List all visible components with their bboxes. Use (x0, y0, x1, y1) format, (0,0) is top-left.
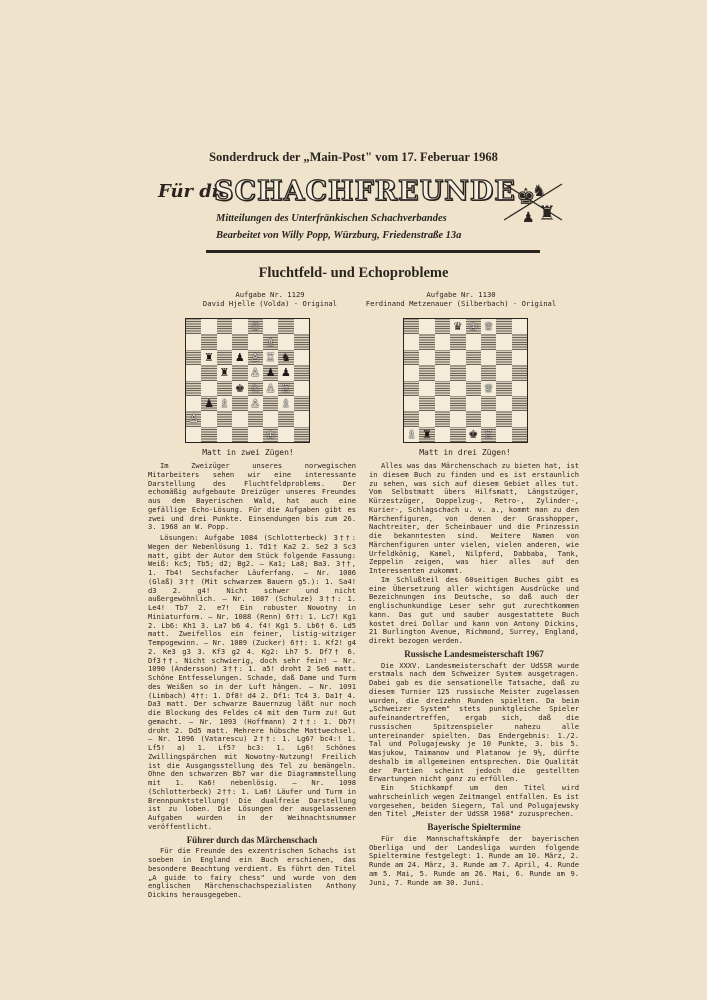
square-f5 (481, 365, 496, 380)
square-e2 (248, 411, 263, 426)
square-c8 (435, 319, 450, 334)
problem-2-author: Ferdinand Metzenauer (Silberbach) - Original (365, 299, 557, 308)
square-b6 (419, 350, 434, 365)
square-b3 (201, 396, 216, 411)
square-g5 (278, 365, 293, 380)
square-f2 (481, 411, 496, 426)
square-a6 (404, 350, 419, 365)
square-d2 (450, 411, 465, 426)
chess-piece-f5: ♟ (265, 366, 276, 380)
chess-pieces-logo-icon (502, 174, 564, 226)
fairy-chess-paragraph: Für die Freunde des exzentrischen Schachs ist soeben in England ein Buch erschienen, das besondere Beachtung verdient. Es führt den Titel „A guide to fairy chess" und wurde von dem englischen Märchenschachspezialisten Anthony Dickins herausgegeben. (148, 846, 356, 899)
chess-piece-d4: ♚ (234, 381, 245, 395)
chess-piece-e6: ♙ (250, 350, 261, 364)
square-b7 (201, 334, 216, 349)
square-c1 (435, 427, 450, 442)
fairy-book-paragraph: Alles was das Märchenschach zu bieten hat, ist in diesem Buch zu finden und es ist erstaunlich zu sehen, was sich auf diesem Gebiet alles tut. Vom Selbstmatt übers Hilfsmatt, Längstzüger, Kürzestzüger, Doppelzug-, Retro-, Zylinder-, Kurier-, Schlagschach u. v. a., kommt man zu den Märchenfiguren, von denen der Grasshopper, Nachtreiter, der Scheinbauer und die Prinzessin die bekanntesten sind. Weitere Namen von Märchenfiguren unter vielen, vielen anderen, wie Urfeldkönig, Kamel, Nilpferd, Dabbaba, Tank, Zeppelin zeigen, was hier alles auf den Interessenten zukommt. (369, 461, 579, 575)
chess-piece-e4: ♘ (250, 381, 261, 395)
square-c6 (217, 350, 232, 365)
article-title: Fluchtfeld- und Echoprobleme (258, 265, 449, 281)
square-g2 (278, 411, 293, 426)
chess-piece-e8: ♔ (468, 320, 479, 334)
square-h3 (512, 396, 527, 411)
square-d6 (450, 350, 465, 365)
editor-line: Bearbeitet von Willy Popp, Würzburg, Friedenstraße 13a (216, 230, 462, 241)
square-c6 (435, 350, 450, 365)
square-e5 (248, 365, 263, 380)
chess-piece-b3: ♟ (204, 397, 214, 411)
square-f8 (263, 319, 278, 334)
square-f2 (263, 411, 278, 426)
fairy-chess-heading: Führer durch das Märchenschach (186, 834, 318, 845)
square-b5 (419, 365, 434, 380)
square-b1 (201, 427, 216, 442)
square-h5 (512, 365, 527, 380)
square-h5 (294, 365, 309, 380)
square-g3 (278, 396, 293, 411)
square-g5 (496, 365, 511, 380)
square-d3 (450, 396, 465, 411)
chess-piece-g5: ♟ (281, 366, 291, 380)
square-b8 (419, 319, 434, 334)
square-b8 (201, 319, 216, 334)
square-c4 (217, 381, 232, 396)
square-f7 (263, 334, 278, 349)
square-b7 (419, 334, 434, 349)
square-g1 (278, 427, 293, 442)
svg-text:♟: ♟ (522, 210, 535, 226)
square-g6 (278, 350, 293, 365)
square-a6 (186, 350, 201, 365)
square-h4 (512, 381, 527, 396)
square-d8 (232, 319, 247, 334)
square-c3 (217, 396, 232, 411)
square-h2 (294, 411, 309, 426)
square-g4 (278, 381, 293, 396)
square-h1 (512, 427, 527, 442)
square-a4 (186, 381, 201, 396)
chess-piece-c3: ♗ (219, 397, 230, 411)
intro-paragraph: Im Zweizüger unseres norwegischen Mitarbeiters sehen wir eine interessante Darstellung des Fluchtfeldproblems. Der echomäßig aufgebaute Dreizüger unseres Freundes aus dem Bayerischen Wald, hat auch eine gefällige Echo-Lösung. Für die Aufgaben gibt es zwei und drei Punkte. Einsendungen bis zum 26. 3. 1968 an W. Popp. (148, 461, 356, 532)
square-h8 (512, 319, 527, 334)
square-d8 (450, 319, 465, 334)
square-c5 (217, 365, 232, 380)
square-d2 (232, 411, 247, 426)
square-a7 (404, 334, 419, 349)
square-a4 (404, 381, 419, 396)
square-c4 (435, 381, 450, 396)
square-e3 (248, 396, 263, 411)
square-c2 (435, 411, 450, 426)
russian-championship-paragraph: Die XXXV. Landesmeisterschaft der UdSSR wurde erstmals nach dem Schweizer System ausgetragen. Dabei gab es die sensationelle Tatsache, daß zu diesem Turnier 125 russische Meister zugelassen wurden, die dreizehn Runden spielten. Da beim „Schweizer System" stets punktgleiche Spieler aufeinandertreffen, ergab sich, daß die russischen Spitzenspieler nahezu alle untereinander spielten. Das Endergebnis: 1./2. Tal und Polugajewsky je 10 Punkte, 3. bis 5. Wasjukow, Taimanow und Platanow je 9½, dürfte deshalb im allgemeinen entsprechen. Die Qualität der Partien scheint jedoch die gestellten Erwartungen nicht ganz zu erfüllen. (369, 660, 579, 784)
russian-championship-heading: Russische Landesmeisterschaft 1967 (404, 648, 544, 659)
playoff-paragraph: Ein Stichkampf um den Titel wird wahrscheinlich wegen Zeitmangel entfallen. Es ist vorgesehen, beiden Siegern, Tal und Polugajewsky den Titel „Meister der UdSSR 1968" zuzusprechen. (369, 783, 579, 819)
square-g4 (496, 381, 511, 396)
right-column (369, 462, 579, 887)
square-e8 (248, 319, 263, 334)
square-e6 (248, 350, 263, 365)
square-c7 (435, 334, 450, 349)
square-c2 (217, 411, 232, 426)
square-f3 (481, 396, 496, 411)
chess-piece-f4: ♙ (265, 381, 276, 395)
problem-2-board (403, 318, 528, 443)
svg-text:♚: ♚ (516, 185, 536, 210)
square-g8 (496, 319, 511, 334)
square-g2 (496, 411, 511, 426)
square-h2 (512, 411, 527, 426)
square-a8 (186, 319, 201, 334)
square-b2 (419, 411, 434, 426)
square-c5 (435, 365, 450, 380)
problem-1-board (185, 318, 310, 443)
square-h3 (294, 396, 309, 411)
square-e4 (466, 381, 481, 396)
square-f6 (263, 350, 278, 365)
square-a5 (404, 365, 419, 380)
square-d4 (450, 381, 465, 396)
square-f1 (481, 427, 496, 442)
square-a3 (186, 396, 201, 411)
chess-piece-b1: ♜ (422, 427, 432, 441)
bavarian-dates-heading: Bayerische Spieltermine (427, 822, 521, 832)
square-d6 (232, 350, 247, 365)
square-e2 (466, 411, 481, 426)
square-d1 (450, 427, 465, 442)
chess-piece-a1: ♗ (406, 427, 417, 441)
square-a1 (404, 427, 419, 442)
square-e7 (248, 334, 263, 349)
chess-piece-f1: ♖ (483, 427, 494, 441)
square-h7 (512, 334, 527, 349)
square-h1 (294, 427, 309, 442)
chess-piece-d6: ♟ (234, 350, 245, 364)
square-a2 (404, 411, 419, 426)
square-b2 (201, 411, 216, 426)
square-f8 (481, 319, 496, 334)
chess-piece-g6: ♞ (281, 350, 291, 364)
square-a7 (186, 334, 201, 349)
square-d3 (232, 396, 247, 411)
masthead-prefix: Für die (158, 181, 231, 202)
square-b5 (201, 365, 216, 380)
square-h6 (512, 350, 527, 365)
square-b6 (201, 350, 216, 365)
square-d1 (232, 427, 247, 442)
square-f6 (481, 350, 496, 365)
square-b4 (419, 381, 434, 396)
square-a2 (186, 411, 201, 426)
square-e1 (248, 427, 263, 442)
chess-piece-c5: ♜ (219, 366, 230, 380)
square-e8 (466, 319, 481, 334)
square-a8 (404, 319, 419, 334)
square-b4 (201, 381, 216, 396)
chess-piece-f8: ♕ (483, 320, 494, 334)
svg-text:♞: ♞ (532, 181, 547, 200)
square-c3 (435, 396, 450, 411)
square-e6 (466, 350, 481, 365)
chess-piece-e8: ♕ (250, 320, 261, 334)
chess-piece-e5: ♙ (250, 366, 261, 380)
bavarian-dates-paragraph: Für die Mannschaftskämpfe der bayerischen Oberliga und der Landesliga wurden folgende Spieltermine festgelegt: 1. Runde am 10. März, 2. Runde am 24. März, 3. Runde am 7. April, 4. Runde am 5. Mai, 5. Runde am 26. Mai, 6. Runde am 9. Juni, 7. Runde am 30. Juni. (369, 833, 579, 887)
square-e3 (466, 396, 481, 411)
chess-piece-f6: ♖ (265, 350, 276, 364)
square-f3 (263, 396, 278, 411)
chess-piece-g4: ♖ (281, 381, 291, 395)
reprint-line: Sonderdruck der „Main-Post" vom 17. Feberuar 1968 (209, 150, 498, 164)
problem-1-caption: Matt in zwei Zügen! (202, 448, 294, 457)
square-h8 (294, 319, 309, 334)
problem-1-author: David Hjelle (Volda) - Original (202, 299, 338, 308)
square-f5 (263, 365, 278, 380)
square-f4 (481, 381, 496, 396)
problem-2-caption: Matt in drei Zügen! (419, 448, 511, 457)
square-d5 (232, 365, 247, 380)
chess-piece-a2: ♙ (188, 412, 199, 426)
square-a5 (186, 365, 201, 380)
chess-piece-e3: ♙ (250, 397, 261, 411)
square-a3 (404, 396, 419, 411)
book-details-paragraph: Im Schlußteil des 60seitigen Buches gibt es eine Übersetzung aller wichtigen Ausdrücke und Bezeichnungen ins Deutsche, so daß auch der englischunkundige Leser sehr gut zurechtkommen kann. Das gut und sauber ausgestattete Buch kostet drei Dollar und kann von Antony Dickins, 21 Burlington Avenue, Richmond, Surrey, England, direkt bezogen werden. (369, 574, 579, 645)
square-d7 (232, 334, 247, 349)
square-h6 (294, 350, 309, 365)
square-e4 (248, 381, 263, 396)
left-column (148, 462, 356, 900)
square-f1 (263, 427, 278, 442)
square-c8 (217, 319, 232, 334)
svg-text:♜: ♜ (538, 201, 556, 225)
square-c7 (217, 334, 232, 349)
square-g7 (278, 334, 293, 349)
chess-piece-b6: ♜ (204, 350, 214, 364)
square-d5 (450, 365, 465, 380)
masthead-subtitle: Mitteilungen des Unterfränkischen Schachverbandes (216, 213, 447, 224)
square-g3 (496, 396, 511, 411)
square-b1 (419, 427, 434, 442)
square-h4 (294, 381, 309, 396)
square-g1 (496, 427, 511, 442)
square-f4 (263, 381, 278, 396)
chess-piece-f7: ♗ (265, 335, 276, 349)
square-d4 (232, 381, 247, 396)
chess-piece-g3: ♗ (281, 397, 291, 411)
square-e5 (466, 365, 481, 380)
square-g6 (496, 350, 511, 365)
square-c1 (217, 427, 232, 442)
square-g7 (496, 334, 511, 349)
square-h7 (294, 334, 309, 349)
problem-2-number: Aufgabe Nr. 1130 (426, 290, 496, 299)
chess-piece-e1: ♚ (468, 427, 479, 441)
chess-piece-f4: ♕ (483, 381, 494, 395)
chess-piece-d8: ♛ (452, 320, 463, 334)
square-a1 (186, 427, 201, 442)
chess-piece-f1: ♔ (265, 427, 276, 441)
solutions-paragraph: Lösungen: Aufgabe 1084 (Schlotterbeck) 3††: Wegen der Nebenlösung 1. Td1† Ka2 2. Se2 3 Sc3 matt, gibt der Autor dem Stück folgende Fassung: Weiß: Kc5; Tb5; d2; Bg2. — Ka1; La8; Ba3. 3††, 1. Tb4! Sechsfacher Läuferfang. — Nr. 1086 (Glaß) 3†† (Mit schwarzem Bauern g5.): 1. Sa4! d3 2. g4! Nicht schwer und nicht außergewöhnlich. — Nr. 1087 (Schulze) 3††: 1. Le4! Tb7 2. e7! Ein robuster Nowotny in Miniaturform. — Nr. 1088 (Renn) 6††: 1. Lc7! Kg1 2. Lb6: Kh1 3. La7 b6 4. f4! Kg1 5. Lb6† 6. Ld5 matt. Zweifellos ein feiner, listig-witziger Tempogewinn. — Nr. 1089 (Zucker) 6††: 1. Kf2! g4 2. Ke3 g3 3. Kf3 g2 4. Kg2: Lh7 5. Df7† 6. Df3††. Nicht schwierig, doch sehr fein! — Nr. 1090 (Andersson) 3††: 1. a5! droht 2 Se6 matt. Schöne Entfesselungen. Schade, daß Dame und Turm des Weißen so in der Luft hängen. — Nr. 1091 (Limbach) 4††: 1. Df8! d4 2. Df1: Tc4 3. Da1† 4. Da3 matt. Der schwarze Bauernzug läßt nur noch die Blockung des Feldes c4 mit dem Turm zu! Gut gemacht. — Nr. 1093 (Hoffmann) 2††: 1. Db7! droht 2. Dd5 matt. Mehrere hübsche Mattwechsel. — Nr. 1096 (Vatarescu) 2††: 1. Lg6? bc4:! 1. Lf5! a) 1. Lf5? bc3: 1. Lg6! Schönes Zwillingspärchen mit Nowotny-Nutzung! Freilich ist die Ausgangsstellung des Tel zu bemängeln. Ohne den schwarzen Bb7 war die Diagrammstellung mit 1. Ka6! nebenlösig. — Nr. 1098 (Schlotterbeck) 2††: 1. La6! Läufer und Turm in Brennpunktstellung! Die dualfreie Darstellung ist zu loben. Die Lösungen der ausgelassenen Aufgaben wurden in der Weihnachtsnummer veröffentlicht. (148, 533, 356, 831)
square-g8 (278, 319, 293, 334)
problem-1-number: Aufgabe Nr. 1129 (235, 290, 305, 299)
square-e7 (466, 334, 481, 349)
masthead-title: SCHACHFREUNDE (214, 176, 516, 207)
square-d7 (450, 334, 465, 349)
square-f7 (481, 334, 496, 349)
header-rule (206, 250, 540, 253)
square-b3 (419, 396, 434, 411)
square-e1 (466, 427, 481, 442)
